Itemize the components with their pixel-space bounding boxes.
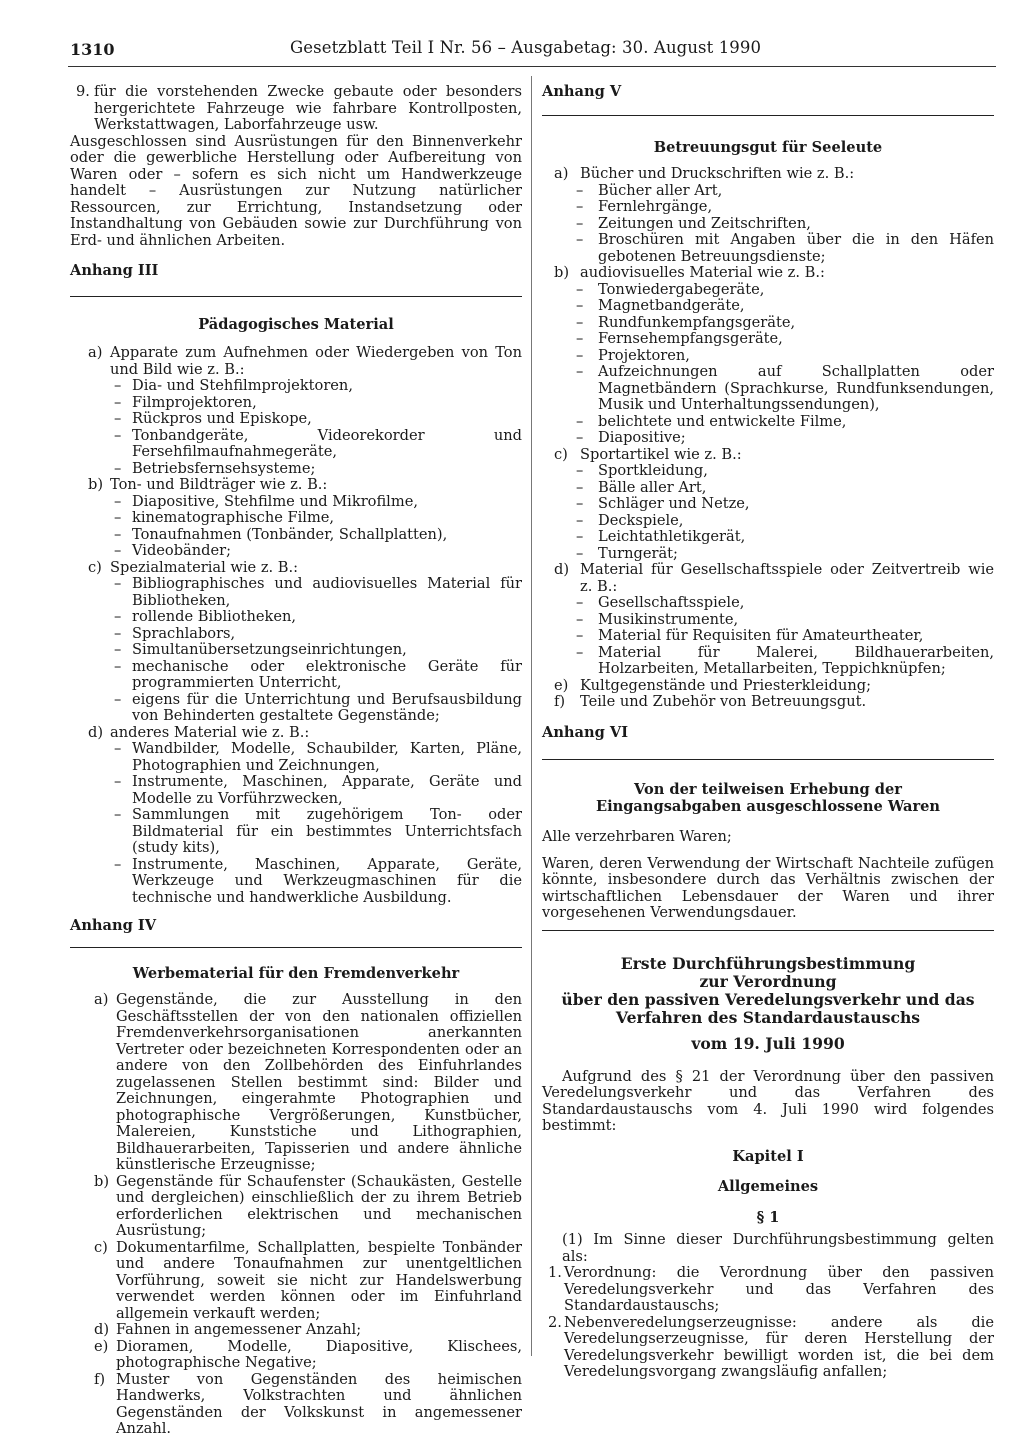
dash-marker: – (114, 624, 122, 642)
dash-marker: – (576, 478, 584, 496)
decree-title: zur Verordnung (699, 971, 837, 991)
dash-marker: – (114, 575, 122, 592)
subitem-text: Diapositive, Stehfilme und Mikrofilme, (132, 492, 418, 510)
item-text: audiovisuelles Material wie z. B.: (580, 264, 825, 281)
subitem-text: Tonbandgeräte, Videorekorder und Fersehfilmaufnahmegeräte, (132, 426, 522, 460)
anhang-6-paragraph: Alle verzehrbaren Waren; (542, 828, 732, 845)
decree-title: Verfahren des Standardaustauschs (615, 1007, 921, 1027)
subitem-text: Fernlehrgänge, (598, 198, 713, 215)
dash-marker: – (576, 346, 584, 364)
item-label: 2. (548, 1313, 562, 1331)
subitem-text: Bibliographisches und audiovisuelles Material für Bibliotheken, (132, 575, 522, 609)
subitem-text: Sportkleidung, (598, 462, 708, 479)
subitem-text: Broschüren mit Angaben über die in den Häfen gebotenen Betreuungsdienste; (598, 231, 994, 265)
subitem-text: Aufzeichnungen auf Schallplatten oder Magnetbändern (Sprachkurse, Rundfunksendungen, Musik und Unterhaltungssendungen), (598, 363, 994, 413)
item-text: Ton- und Bildträger wie z. B.: (110, 476, 328, 493)
subitem-text: Wandbilder, Modelle, Schaubilder, Karten, Pläne, Photographien und Zeichnungen, (132, 740, 522, 774)
item-text: Fahnen in angemessener Anzahl; (116, 1321, 362, 1338)
chapter-heading: Kapitel I (732, 1147, 804, 1165)
anhang-3-d-list (70, 741, 522, 906)
subitem-text: Leichtathletikgerät, (598, 528, 746, 545)
dash-marker: – (114, 377, 122, 394)
list-subitem (70, 692, 522, 725)
list-subitem (542, 496, 994, 513)
list-item (542, 1315, 994, 1381)
item-text: Material für Gesellschaftsspiele oder Zeitvertreib wie z. B.: (580, 561, 994, 595)
dash-marker: – (576, 280, 584, 298)
item-label: f) (94, 1370, 106, 1388)
anhang-5-a-list (542, 183, 994, 266)
subitem-text: Dia- und Stehfilmprojektoren, (132, 377, 353, 394)
subitem-text: Material für Requisiten für Amateurtheater, (598, 627, 924, 644)
subitem-text: Filmprojektoren, (132, 393, 257, 411)
anhang-5-title: Betreuungsgut für Seeleute (653, 138, 883, 156)
list-subitem (542, 529, 994, 546)
list-item (70, 1322, 522, 1339)
list-subitem (542, 315, 994, 332)
subitem-text: Simultanübersetzungseinrichtungen, (132, 641, 407, 658)
item-label: b) (554, 264, 570, 281)
list-subitem (542, 612, 994, 629)
dash-marker: – (114, 657, 122, 675)
dash-marker: – (576, 181, 584, 199)
item-text: Gegenstände für Schaufenster (Schaukästen, Gestelle und dergleichen) einschließlich der zu ihrem Betrieb erforderlichen elektrischen und mechanischen Ausrüstung; (116, 1172, 522, 1239)
list-subitem (70, 510, 522, 527)
item-text: Nebenveredelungserzeugnisse: andere als die Veredelungserzeugnisse, für deren Herstellung der Veredelungsverkehr bewilligt worden ist, die bei dem Veredelungsvorgang zwangsläufig anfallen; (564, 1313, 994, 1380)
list-subitem (542, 430, 994, 447)
list-item (542, 678, 994, 695)
item-label: b) (94, 1172, 110, 1190)
item-text: Sportartikel wie z. B.: (580, 445, 742, 463)
list-subitem (70, 857, 522, 907)
subitem-text: Material für Malerei, Bildhauerarbeiten, Holzarbeiten, Metallarbeiten, Teppichknüpfen; (598, 643, 994, 677)
dash-marker: – (114, 459, 122, 477)
list-item (542, 265, 994, 282)
anhang-4-label: Anhang IV (70, 917, 157, 934)
anhang-4-list (70, 992, 522, 1438)
dash-marker: – (576, 462, 584, 479)
list-item (70, 84, 522, 134)
anhang-5-label: Anhang V (542, 83, 622, 100)
list-subitem (542, 199, 994, 216)
item-label: a) (88, 344, 103, 361)
dash-marker: – (576, 363, 584, 380)
item-text: Spezialmaterial wie z. B.: (110, 558, 299, 576)
left-column (70, 84, 522, 1438)
dash-marker: – (114, 690, 122, 708)
decree-preamble: Aufgrund des § 21 der Verordnung über den passiven Veredelungsverkehr und das Verfahren des Standardaustauschs vom 4. Juli 1990 wird folgendes bestimmt: (542, 1067, 994, 1134)
anhang-5-b-list (542, 282, 994, 447)
subitem-text: Diapositive; (598, 429, 686, 446)
list-subitem (70, 378, 522, 395)
item-text: Verordnung: die Verordnung über den passiven Veredelungsverkehr und das Verfahren des Standardaustauschs; (564, 1264, 994, 1314)
dash-marker: – (576, 297, 584, 314)
anhang-6-paragraph: Waren, deren Verwendung der Wirtschaft Nachteile zufügen könnte, insbesondere durch das Verhältnis zwischen der wirtschaftlichen Lebensdauer der Waren und ihrer vorgesehenen Verwendungsdauer. (542, 854, 994, 921)
chapter-title: Allgemeines (717, 1178, 819, 1195)
dash-marker: – (576, 544, 584, 562)
list-subitem (70, 576, 522, 609)
subitem-text: Bälle aller Art, (598, 478, 707, 496)
exclusion-paragraph: Ausgeschlossen sind Ausrüstungen für den Binnenverkehr oder die gewerbliche Herstellung oder Aufbereitung von Waren oder – sofern es sich nicht um Handwerkzeuge handelt – Ausrüstungen zur Nutzung natürlicher Ressourcen, zur Errichtung, Instandsetzung oder Instandhaltung von Gebäuden sowie zur Durchführung von Erd- und ähnlichen Arbeiten. (70, 132, 522, 249)
dash-marker: – (576, 627, 584, 644)
dash-marker: – (114, 542, 122, 559)
dash-marker: – (114, 410, 122, 427)
list-item (70, 1240, 522, 1323)
list-item (70, 725, 522, 742)
right-column (542, 84, 994, 1381)
item-label: f) (554, 693, 566, 710)
item-label: c) (88, 558, 102, 576)
subitem-text: Projektoren, (598, 346, 690, 364)
list-subitem (70, 741, 522, 774)
anhang-3-b-list (70, 494, 522, 560)
subitem-text: Schläger und Netze, (598, 495, 750, 512)
subitem-text: Instrumente, Maschinen, Apparate, Geräte und Modelle zu Vorführzwecken, (132, 773, 522, 807)
dash-marker: – (576, 231, 584, 248)
item-text: Bücher und Druckschriften wie z. B.: (580, 165, 855, 182)
dash-marker: – (576, 412, 584, 430)
column-separator (531, 76, 532, 1356)
decree-title-block (542, 955, 994, 1053)
list-subitem (70, 774, 522, 807)
list-subitem (542, 645, 994, 678)
list-item (70, 560, 522, 577)
item-label: a) (94, 991, 109, 1008)
list-subitem (542, 216, 994, 233)
dash-marker: – (576, 330, 584, 347)
section-rule (70, 947, 522, 948)
section-heading: § 1 (756, 1208, 780, 1226)
anhang-3-c-list (70, 576, 522, 725)
list-item (70, 992, 522, 1174)
list-subitem (542, 546, 994, 563)
list-subitem (70, 411, 522, 428)
dash-marker: – (576, 610, 584, 628)
item-text: Apparate zum Aufnehmen oder Wiedergeben von Ton und Bild wie z. B.: (110, 344, 522, 378)
list-item (70, 345, 522, 378)
list-subitem (542, 232, 994, 265)
list-subitem (70, 461, 522, 478)
list-subitem (542, 364, 994, 414)
section-rule (70, 296, 522, 297)
list-subitem (70, 395, 522, 412)
subitem-text: Gesellschaftsspiele, (598, 594, 745, 611)
anhang-3-title: Pädagogisches Material (198, 315, 394, 333)
subitem-text: Sammlungen mit zugehörigem Ton- oder Bildmaterial für ein bestimmtes Unterrichtsfach (study kits), (132, 806, 522, 856)
list-item (70, 1372, 522, 1438)
list-item (70, 1174, 522, 1240)
item-label: a) (554, 165, 569, 182)
subitem-text: mechanische oder elektronische Geräte für programmierten Unterricht, (132, 657, 522, 691)
list-subitem (542, 183, 994, 200)
subitem-text: Instrumente, Maschinen, Apparate, Geräte, Werkzeuge und Werkzeugmaschinen für die technische und handwerkliche Ausbildung. (132, 855, 522, 906)
item-text: Dioramen, Modelle, Diapositive, Klischees, photographische Negative; (116, 1337, 522, 1371)
list-item (542, 694, 994, 711)
dash-marker: – (114, 426, 122, 444)
dash-marker: – (114, 740, 122, 757)
list-subitem (542, 480, 994, 497)
subitem-text: Deckspiele, (598, 511, 684, 529)
page-header (70, 38, 830, 64)
list-subitem (70, 609, 522, 626)
section-rule (542, 759, 994, 760)
item-label: c) (554, 445, 568, 463)
list-subitem (70, 807, 522, 857)
item-label: c) (94, 1238, 108, 1256)
subitem-text: kinematographische Filme, (132, 509, 335, 526)
decree-date: vom 19. Juli 1990 (691, 1033, 845, 1053)
list-subitem (542, 628, 994, 645)
list-subitem (70, 494, 522, 511)
anhang-5-c-list (542, 463, 994, 562)
item-text: Muster von Gegenständen des heimischen Handwerks, Volkstrachten und ähnlichen Gegenständen der Volkskunst in angemessener Anzahl. (116, 1370, 522, 1437)
list-subitem (70, 626, 522, 643)
dash-marker: – (576, 643, 584, 661)
list-subitem (542, 282, 994, 299)
subitem-text: Zeitungen und Zeitschriften, (598, 214, 811, 232)
dash-marker: – (114, 855, 122, 873)
list-subitem (70, 527, 522, 544)
item-text: anderes Material wie z. B.: (110, 723, 310, 741)
dash-marker: – (114, 773, 122, 790)
anhang-3-label: Anhang III (70, 262, 159, 279)
clause-text: (1) Im Sinne dieser Durchführungsbestimmung gelten als: (562, 1231, 994, 1265)
item-text: für die vorstehenden Zwecke gebaute oder besonders hergerichtete Fahrzeuge wie fahrbare Kontrollposten, Werkstattwagen, Laborfahrzeuge usw. (94, 83, 522, 133)
subitem-text: Rückpros und Episkope, (132, 410, 312, 427)
list-item (542, 1265, 994, 1315)
list-subitem (542, 513, 994, 530)
dash-marker: – (114, 509, 122, 526)
dash-marker: – (576, 528, 584, 545)
anhang-3-a-list (70, 378, 522, 477)
item-label: b) (88, 476, 104, 493)
subitem-text: Rundfunkempfangsgeräte, (598, 313, 796, 331)
dash-marker: – (576, 214, 584, 232)
item-text: Gegenstände, die zur Ausstellung in den Geschäftsstellen der von den nationalen offiziellen Fremdenverkehrsorganisationen anerkannten Vertreter oder bezeichneten Korrespondenten oder an andere von den Zollbehörden des Einfuhrlandes zugelassenen Stellen bestimmt sind: Bilder und Zeichnungen, eingerahmte Photographien und photographische Vergrößerungen, Kunstbücher, Malereien, Kunststiche und Lithographien, Bildhauerarbeiten, Tapisserien und andere ähnliche künstlerische Erzeugnisse; (116, 991, 522, 1173)
list-subitem (542, 348, 994, 365)
item-text: Teile und Zubehör von Betreuungsgut. (580, 693, 867, 710)
decree-title: Erste Durchführungsbestimmung (620, 953, 916, 973)
dash-marker: – (114, 608, 122, 625)
list-item (542, 166, 994, 183)
dash-marker: – (576, 495, 584, 512)
list-subitem (542, 595, 994, 612)
subitem-text: Magnetbandgeräte, (598, 297, 745, 314)
subitem-text: Sprachlabors, (132, 624, 236, 642)
item-label: e) (554, 676, 569, 694)
subitem-text: Musikinstrumente, (598, 610, 739, 628)
item-label: d) (554, 561, 570, 578)
anhang-6-label: Anhang VI (542, 723, 629, 741)
list-subitem (542, 298, 994, 315)
dash-marker: – (576, 198, 584, 215)
list-subitem (542, 463, 994, 480)
decree-title: über den passiven Veredelungsverkehr und das (561, 989, 975, 1009)
list-item (70, 1339, 522, 1372)
list-item (542, 447, 994, 464)
subitem-text: Turngerät; (598, 544, 678, 562)
list-subitem (70, 543, 522, 560)
subitem-text: rollende Bibliotheken, (132, 608, 297, 625)
section-rule (542, 930, 994, 931)
header-rule (68, 66, 996, 67)
dash-marker: – (576, 511, 584, 529)
list-subitem (70, 642, 522, 659)
list-subitem (542, 331, 994, 348)
subitem-text: Bücher aller Art, (598, 181, 723, 199)
dash-marker: – (114, 806, 122, 823)
item-label: e) (94, 1337, 109, 1355)
item-text: Kultgegenstände und Priesterkleidung; (580, 676, 871, 694)
subitem-text: belichtete und entwickelte Filme, (598, 412, 847, 430)
anhang-4-title: Werbematerial für den Fremdenverkehr (132, 964, 460, 982)
list-subitem (542, 414, 994, 431)
dash-marker: – (114, 393, 122, 411)
dash-marker: – (576, 313, 584, 331)
section-rule (542, 115, 994, 116)
subitem-text: Tonwiedergabegeräte, (598, 280, 765, 298)
dash-marker: – (114, 641, 122, 658)
subitem-text: eigens für die Unterrichtung und Berufsausbildung von Behinderten gestaltete Gegenstände; (132, 690, 522, 724)
list-subitem (70, 428, 522, 461)
item-label: 9. (76, 83, 90, 100)
list-subitem (70, 659, 522, 692)
subitem-text: Videobänder; (132, 542, 232, 559)
dash-marker: – (576, 429, 584, 446)
list-item (70, 477, 522, 494)
item-label: 1. (548, 1264, 562, 1281)
subitem-text: Fernsehempfangsgeräte, (598, 330, 783, 347)
list-item (542, 562, 994, 595)
dash-marker: – (114, 525, 122, 543)
gazette-title: Gesetzblatt Teil I Nr. 56 – Ausgabetag: 30. August 1990 (290, 38, 762, 57)
item-text: Dokumentarfilme, Schallplatten, bespielte Tonbänder und andere Tonaufnahmen zur unentgeltlichen Vorführung, soweit sie nicht zur Handelswerbung verwendet werden können oder im Einfuhrland allgemein verkauft werden; (116, 1238, 522, 1322)
dash-marker: – (576, 594, 584, 611)
item-label: d) (94, 1321, 110, 1338)
page-number: 1310 (70, 40, 115, 59)
anhang-5-d-list (542, 595, 994, 678)
anhang-6-title: Von der teilweisen Erhebung der Eingangsabgaben ausgeschlossene Waren (595, 781, 941, 815)
dash-marker: – (114, 492, 122, 510)
item-label: d) (88, 723, 104, 741)
subitem-text: Betriebsfernsehsysteme; (132, 459, 316, 477)
subitem-text: Tonaufnahmen (Tonbänder, Schallplatten), (132, 525, 448, 543)
